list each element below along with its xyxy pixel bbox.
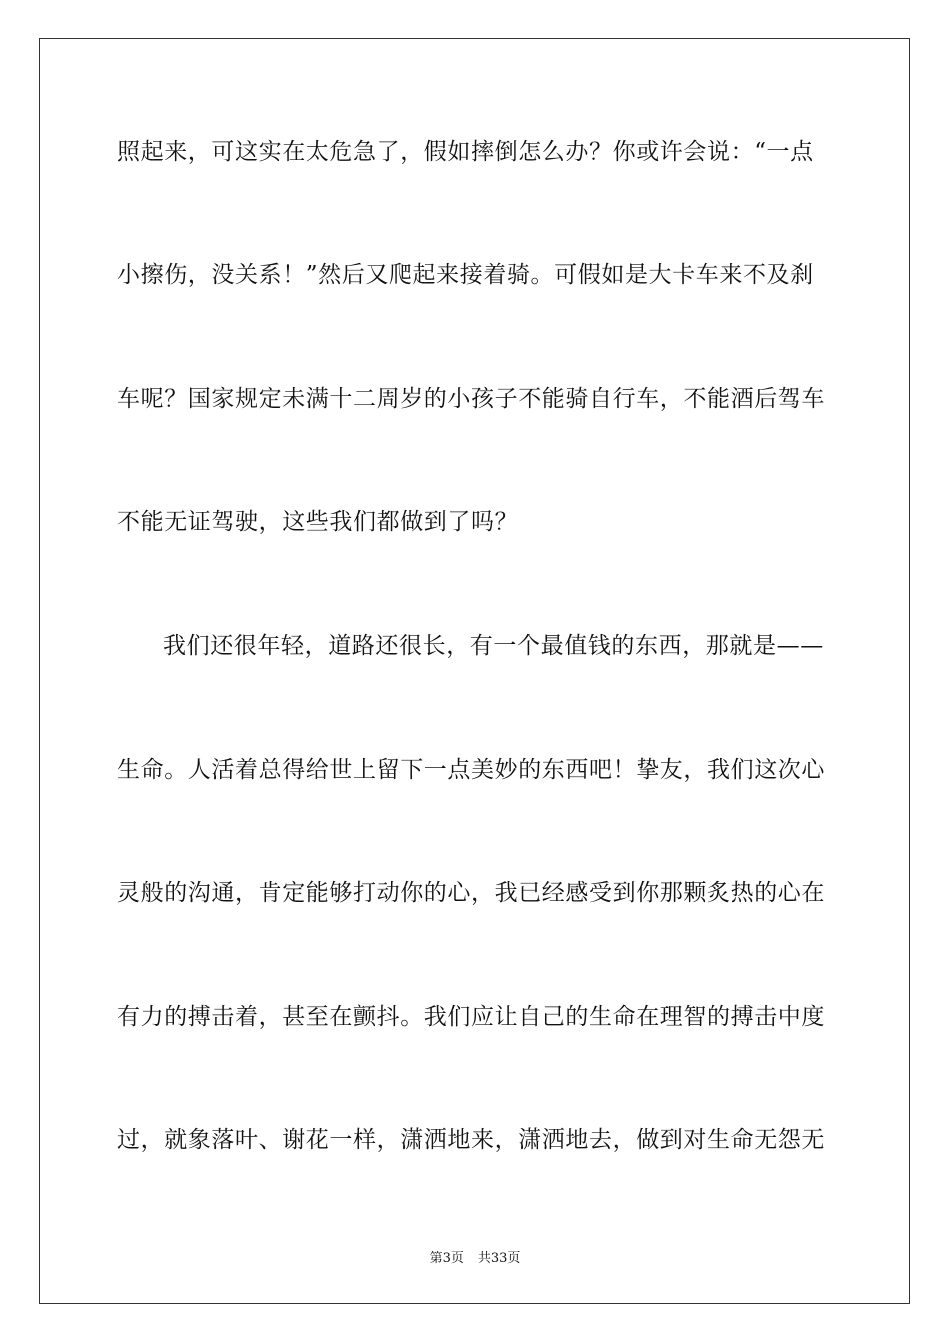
body-text-line-3: 车呢？国家规定未满十二周岁的小孩子不能骑自行车，不能酒后驾车 [117,386,825,412]
body-text-line-8: 有力的搏击着，甚至在颤抖。我们应让自己的生命在理智的搏击中度 [117,1004,825,1030]
body-text-line-5: 我们还很年轻，道路还很长，有一个最值钱的东西，那就是—— [163,633,824,659]
body-text-line-2: 小擦伤，没关系！”然后又爬起来接着骑。可假如是大卡车来不及刹 [117,262,814,288]
page-number: 第3页 [429,1251,464,1266]
page-total: 共33页 [477,1251,521,1266]
page-footer [0,1247,950,1266]
body-text-line-1: 照起来，可这实在太危急了，假如摔倒怎么办？你或许会说：“一点 [117,139,814,165]
body-text-line-4: 不能无证驾驶，这些我们都做到了吗？ [117,509,519,535]
page-border [39,38,910,1304]
body-text-line-7: 灵般的沟通，肯定能够打动你的心，我已经感受到你那颗炙热的心在 [117,880,825,906]
body-text-line-6: 生命。人活着总得给世上留下一点美妙的东西吧！挚友，我们这次心 [117,757,825,783]
body-text-line-9: 过，就象落叶、谢花一样，潇洒地来，潇洒地去，做到对生命无怨无 [117,1127,825,1153]
